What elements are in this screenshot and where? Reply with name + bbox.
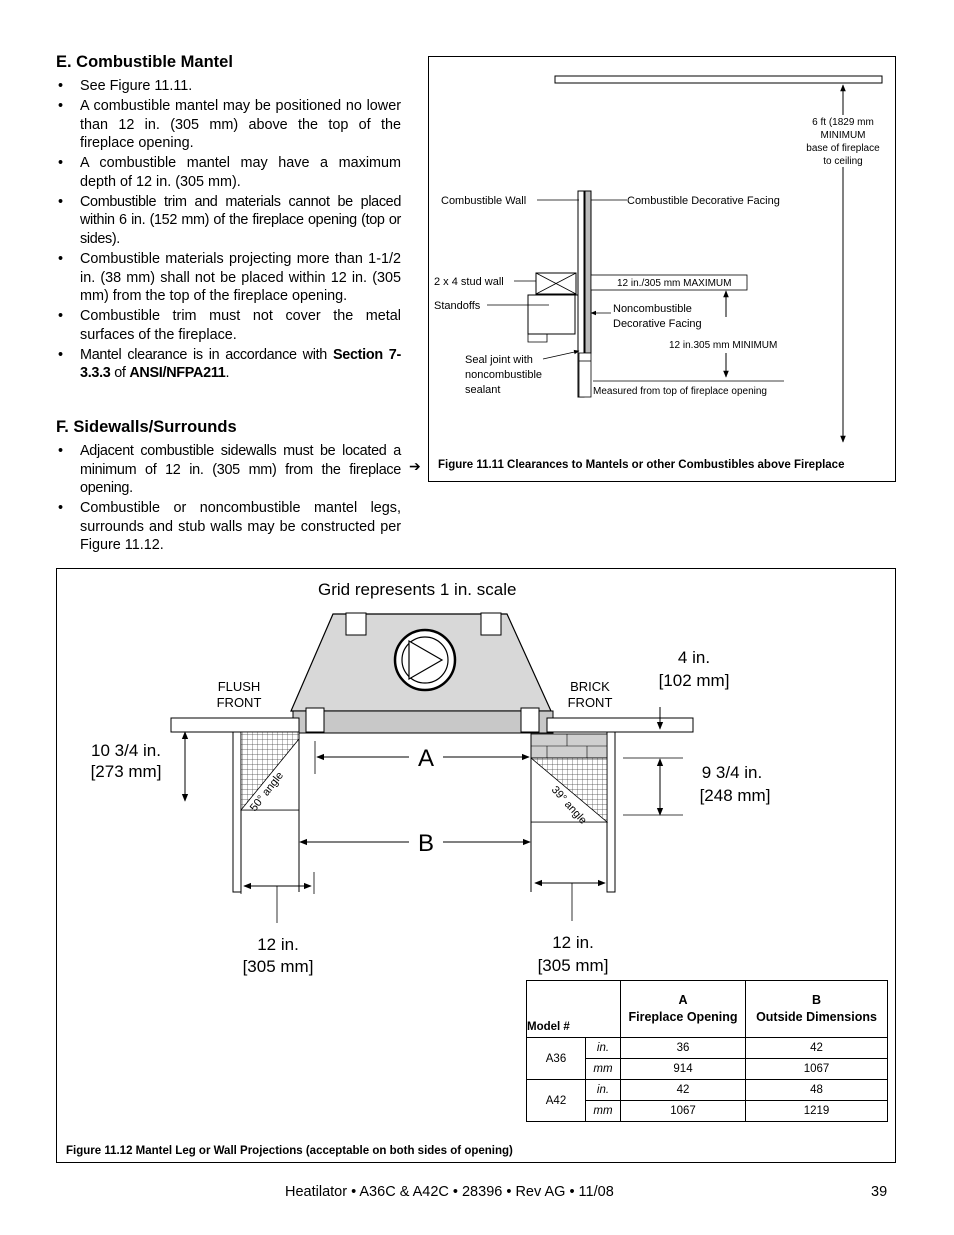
combustible-wall-label: Combustible Wall (441, 195, 527, 207)
mantel-clearance-diagram (429, 57, 895, 481)
dimension-b-label: B (417, 830, 435, 857)
top-depth-label-1: 4 in. (677, 648, 711, 667)
mantel-leg-left (233, 732, 241, 892)
unit-cell: mm (586, 1059, 621, 1080)
column-a-name: Fireplace Opening (628, 1010, 738, 1024)
leader-line (543, 351, 579, 359)
max-depth-label: 12 in./305 mm MAXIMUM (617, 278, 732, 289)
model-header-text: Model # (527, 1021, 570, 1033)
top-depth-label-2: [102 mm] (658, 671, 730, 690)
ceiling-note-line4: to ceiling (823, 156, 863, 167)
unit-cell: in. (586, 1038, 621, 1059)
opening-lintel (579, 353, 591, 397)
section-e-list (56, 77, 401, 384)
right-depth-label-1: 9 3/4 in. (701, 763, 763, 782)
standoff-right (521, 708, 539, 732)
bottom-right-label-1: 12 in. (552, 933, 594, 952)
list-item: • A combustible mantel may have a maximum depth of 12 in. (305 mm). (56, 154, 401, 191)
decorative-facing-label: Combustible Decorative Facing (627, 195, 780, 207)
grid-note: Grid represents 1 in. scale (318, 580, 517, 599)
value-cell: 1067 (621, 1101, 746, 1122)
value-cell: 914 (621, 1059, 746, 1080)
section-f-title: F. Sidewalls/Surrounds (56, 418, 237, 436)
firebox-rail (293, 711, 553, 733)
mantel-leg-right (607, 732, 615, 892)
list-item-text: Mantel clearance is in accordance with (80, 346, 333, 363)
list-item: • See Figure 11.11. (56, 77, 401, 96)
noncombustible-label-line2: Decorative Facing (613, 318, 702, 330)
value-cell: 36 (621, 1038, 746, 1059)
list-item-text: of (110, 365, 130, 382)
flue-tab-right (481, 613, 501, 635)
bottom-left-label-1: 12 in. (257, 935, 299, 954)
unit-cell: in. (586, 1080, 621, 1101)
ceiling-note-line1: 6 ft (1829 mm (812, 117, 874, 128)
flush-front-label-2: FRONT (216, 695, 262, 710)
table-row (527, 1038, 888, 1059)
model-cell: A42 (527, 1080, 586, 1122)
flue-tab-left (346, 613, 366, 635)
firebox-top (528, 295, 575, 334)
brick-front-label-2: FRONT (567, 695, 613, 710)
footer-text: Heatilator • A36C & A42C • 28396 • Rev AG • 11/08 (285, 1184, 614, 1200)
list-item (56, 346, 401, 383)
dimension-a-label: A (417, 745, 435, 772)
measured-label: Measured from top of fireplace opening (593, 386, 767, 397)
page-number: 39 (871, 1184, 888, 1200)
column-a-header (621, 981, 746, 1038)
list-item: • Combustible or noncombustible mantel legs, surrounds and stub walls may be constructed per Figure 11.12. (56, 499, 401, 555)
figure-11-11-caption: Figure 11.11 Clearances to Mantels or other Combustibles above Fireplace (438, 459, 845, 471)
brick-front-label-1: BRICK (570, 679, 610, 694)
list-item: • Combustible trim and materials cannot be placed within 6 in. (152 mm) of the fireplace opening (top or sides). (56, 193, 401, 249)
column-b-letter: B (811, 993, 822, 1007)
noncombustible-label-line1: Noncombustible (613, 303, 692, 315)
ceiling-bar (555, 76, 882, 83)
seal-label-line2: noncombustible (465, 369, 543, 381)
standoffs-label: Standoffs (434, 300, 481, 312)
section-e-title: E. Combustible Mantel (56, 53, 233, 71)
left-depth-label-2: [273 mm] (90, 762, 162, 781)
ceiling-note-line3: base of fireplace (806, 143, 880, 154)
table-row (527, 1080, 888, 1101)
model-dimensions-table (526, 980, 888, 1122)
stud-wall-label: 2 x 4 stud wall (434, 276, 504, 288)
right-depth-label-2: [248 mm] (699, 786, 771, 805)
value-cell: 1219 (746, 1101, 888, 1122)
model-header (527, 981, 621, 1038)
ceiling-note-line2: MINIMUM (820, 130, 866, 141)
decorative-facing (585, 191, 591, 353)
list-item: • Combustible trim must not cover the metal surfaces of the fireplace. (56, 307, 401, 344)
caption-arrow: ➔ (409, 458, 421, 474)
list-item: • Adjacent combustible sidewalls must be located a minimum of 12 in. (305 mm) from the fireplace opening. (56, 442, 401, 498)
min-height-label: 12 in.305 mm MINIMUM (669, 340, 778, 351)
list-item: • A combustible mantel may be positioned no lower than 12 in. (305 mm) above the top of the fireplace opening. (56, 97, 401, 153)
list-item: • Combustible materials projecting more than 1-1/2 in. (38 mm) shall not be placed within 12 in. (305 mm) from the top of the fireplace opening. (56, 250, 401, 306)
seal-label-line1: Seal joint with (465, 354, 533, 366)
model-cell: A36 (527, 1038, 586, 1080)
value-cell: 42 (746, 1038, 888, 1059)
figure-11-12-caption: Figure 11.12 Mantel Leg or Wall Projections (acceptable on both sides of opening) (66, 1145, 513, 1157)
value-cell: 42 (621, 1080, 746, 1101)
angle-label-left: 50° angle (247, 769, 287, 814)
column-b-header (746, 981, 888, 1038)
left-depth-label-1: 10 3/4 in. (91, 741, 161, 760)
list-item-text: . (225, 365, 230, 382)
figure-11-11 (409, 56, 896, 482)
wall-face-left (171, 718, 299, 732)
section-f-list (56, 442, 401, 556)
bottom-left-label-2: [305 mm] (242, 957, 314, 976)
standoff-left (306, 708, 324, 732)
value-cell: 48 (746, 1080, 888, 1101)
column-a-letter: A (678, 993, 688, 1007)
wall-face-right (547, 718, 693, 732)
value-cell: 1067 (746, 1059, 888, 1080)
seal-label-line3: sealant (465, 384, 501, 396)
figure-11-12 (56, 568, 896, 1163)
flush-front-label-1: FLUSH (217, 679, 261, 694)
bottom-right-label-2: [305 mm] (537, 956, 609, 975)
unit-cell: mm (586, 1101, 621, 1122)
standard-reference: ANSI/NFPA211 (129, 365, 226, 382)
section-reference: Section 7-3.3.3 (80, 346, 401, 382)
angle-label-right: 39° angle (548, 783, 589, 827)
standoff-shape (528, 334, 547, 342)
column-b-name: Outside Dimensions (756, 1010, 877, 1024)
